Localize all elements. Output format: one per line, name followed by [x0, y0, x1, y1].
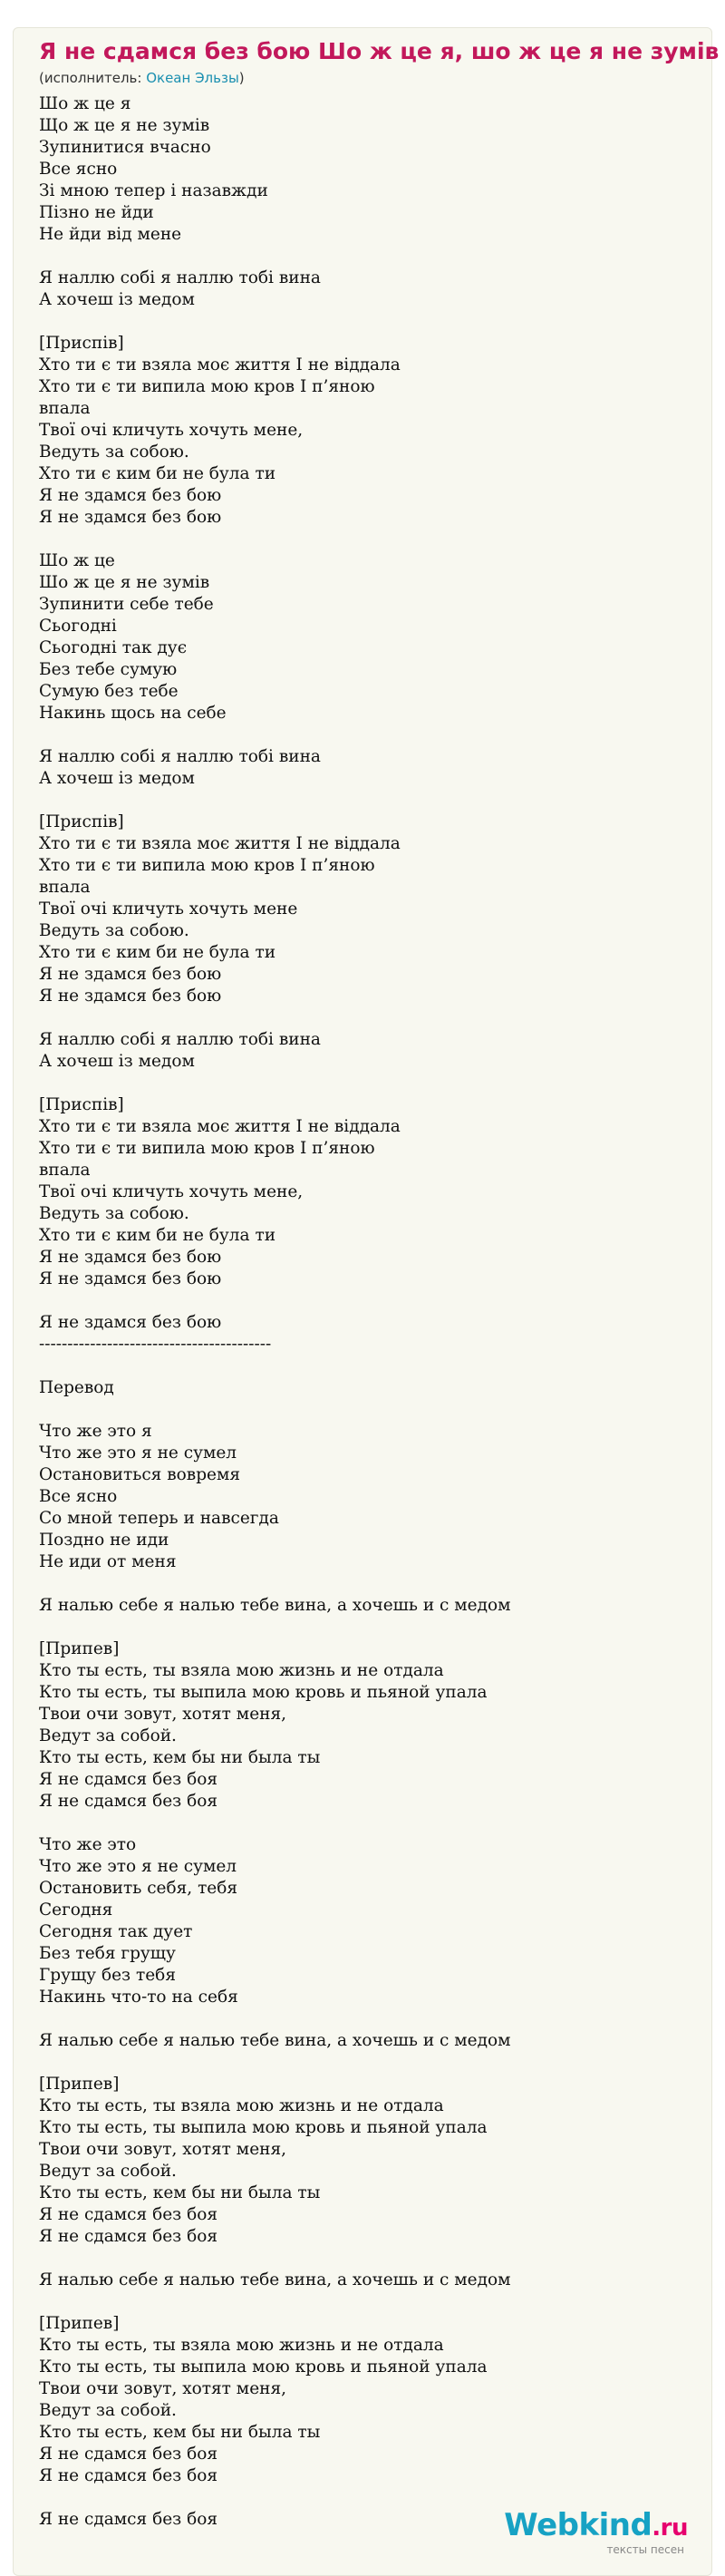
lyric-line: Зупинитися вчасно [39, 138, 211, 157]
lyric-line: Зупинити себе тебе [39, 595, 214, 614]
lyric-line: Ведут за собой. [39, 2162, 177, 2181]
lyric-line: Я не сдамся без боя [39, 2205, 218, 2224]
lyric-line [39, 311, 686, 333]
lyric-line: Сьогодні [39, 617, 117, 636]
lyric-line: Я наллю собі я наллю тобі вина [39, 747, 321, 766]
lyric-line [39, 1399, 686, 1421]
lyric-line [39, 1573, 686, 1595]
lyric-line: Остановиться вовремя [39, 1465, 241, 1484]
lyric-line: Твої очі кличуть хочуть мене, [39, 1182, 304, 1201]
lyric-line: Что же это я не сумел [39, 1444, 237, 1463]
lyric-line: [Приспів] [39, 1095, 124, 1114]
lyric-line: Поздно не иди [39, 1531, 169, 1550]
lyric-line: Я наллю собі я наллю тобі вина [39, 268, 321, 287]
lyric-line: Твої очі кличуть хочуть мене [39, 899, 298, 919]
lyric-line: Все ясно [39, 160, 118, 179]
lyric-line: Кто ты есть, ты выпила мою кровь и пьяной упала [39, 1683, 488, 1702]
webkind-logo[interactable] [504, 2509, 688, 2555]
lyric-line: Я налью себе я налью тебе вина, а хочешь и с медом [39, 2031, 511, 2050]
lyric-line: Я налью себе я налью тебе вина, а хочешь и с медом [39, 1596, 511, 1615]
lyric-line: Что же это я не сумел [39, 1857, 237, 1876]
lyric-line: А хочеш із медом [39, 769, 195, 788]
lyric-line: Кто ты есть, ты выпила мою кровь и пьяной упала [39, 2357, 488, 2377]
lyric-line: Твои очи зовут, хотят меня, [39, 2140, 287, 2159]
lyric-line: Не йди від мене [39, 225, 182, 244]
lyric-line: Кто ты есть, ты выпила мою кровь и пьяной упала [39, 2118, 488, 2137]
lyric-line: Ведут за собой. [39, 2401, 177, 2420]
lyrics-text [39, 93, 686, 2531]
lyric-line: [Припев] [39, 2075, 120, 2094]
lyric-line: Твої очі кличуть хочуть мене, [39, 421, 304, 440]
lyric-line [39, 1813, 686, 1834]
lyric-line: Хто ти є ти випила мою кров І п’яною [39, 1139, 375, 1158]
lyric-line: Я не здамся без бою [39, 987, 222, 1006]
lyric-line: [Приспів] [39, 812, 124, 831]
lyric-line: Ведуть за собою. [39, 442, 189, 462]
lyric-line [39, 724, 686, 746]
lyric-line: [Припев] [39, 2314, 120, 2333]
lyric-line: Я не сдамся без боя [39, 2466, 218, 2485]
artist-link[interactable]: Океан Эльзы [146, 70, 239, 86]
artist-line [39, 68, 686, 88]
lyric-line: Ведуть за собою. [39, 1204, 189, 1223]
artist-prefix: (исполнитель: [39, 70, 147, 86]
lyric-line [39, 2291, 686, 2313]
lyrics-card [13, 27, 720, 2576]
lyric-line: Кто ты есть, кем бы ни была ты [39, 2423, 321, 2442]
lyric-line: Я не здамся без бою [39, 965, 222, 984]
lyric-line: Кто ты есть, ты взяла мою жизнь и не отдала [39, 2096, 444, 2115]
lyric-line: Я налью себе я налью тебе вина, а хочешь и с медом [39, 2270, 511, 2289]
lyric-line: Що ж це я не зумів [39, 116, 210, 135]
lyric-line [39, 1073, 686, 1094]
lyric-line: Хто ти є ти випила мою кров І п’яною [39, 856, 375, 875]
lyric-line: Хто ти є ти взяла моє життя І не віддала [39, 834, 401, 853]
lyric-line: Я не здамся без бою [39, 1269, 222, 1288]
lyric-line: Накинь что-то на себя [39, 1988, 238, 2007]
lyric-line: Твои очи зовут, хотят меня, [39, 1705, 287, 1724]
lyric-line: Сумую без тебе [39, 682, 179, 701]
lyric-line: Я не здамся без бою [39, 1248, 222, 1267]
lyric-line: Кто ты есть, кем бы ни была ты [39, 2183, 321, 2202]
lyric-line: Шо ж це я не зумів [39, 573, 210, 592]
lyric-line: Твои очи зовут, хотят меня, [39, 2379, 287, 2398]
lyric-line: Я не здамся без бою [39, 486, 222, 505]
lyric-line: Я не сдамся без боя [39, 1770, 218, 1789]
logo-suffix-text: .ru [652, 2514, 688, 2542]
lyric-line: Не иди от меня [39, 1552, 177, 1571]
lyric-line [39, 2248, 686, 2270]
lyric-line [39, 1007, 686, 1029]
lyric-line: Ведут за собой. [39, 1726, 177, 1745]
artist-suffix: ) [238, 70, 245, 86]
lyric-line: Кто ты есть, кем бы ни была ты [39, 1748, 321, 1767]
lyric-line: А хочеш із медом [39, 1052, 195, 1071]
lyric-line: Хто ти є ти взяла моє життя І не віддала [39, 1117, 401, 1136]
lyric-line: Грущу без тебя [39, 1966, 176, 1985]
lyric-line: Я наллю собі я наллю тобі вина [39, 1030, 321, 1049]
lyric-line: Сегодня так дует [39, 1922, 193, 1941]
lyric-line: Сегодня [39, 1900, 113, 1920]
lyric-line: [Припев] [39, 1639, 120, 1658]
logo-tagline: тексты песен [606, 2543, 684, 2556]
lyric-line: Шо ж це я [39, 94, 131, 113]
logo-main-text: Webkind [504, 2507, 652, 2543]
lyric-line: Я не сдамся без боя [39, 1792, 218, 1811]
lyric-line: Ведуть за собою. [39, 921, 189, 940]
lyric-line: Хто ти є ким би не була ти [39, 464, 276, 483]
lyric-line: Что же это я [39, 1422, 152, 1441]
lyric-line: Кто ты есть, ты взяла мою жизнь и не отдала [39, 1661, 444, 1680]
lyric-line: Я не здамся без бою [39, 508, 222, 527]
lyric-line: Все ясно [39, 1487, 118, 1506]
lyric-line [39, 1617, 686, 1638]
lyric-line: впала [39, 399, 91, 418]
lyric-line: Хто ти є ти взяла моє життя І не віддала [39, 355, 401, 374]
lyric-line [39, 1356, 686, 1377]
lyric-line: Зі мною тепер і назавжди [39, 181, 268, 200]
lyric-line: Хто ти є ким би не була ти [39, 1226, 276, 1245]
lyric-line [39, 529, 686, 550]
lyric-line: Перевод [39, 1378, 114, 1397]
lyric-line: Хто ти є ти випила мою кров І п’яною [39, 377, 375, 396]
lyric-line: [Приспів] [39, 334, 124, 353]
lyric-line: Шо ж це [39, 551, 115, 570]
lyric-line: А хочеш із медом [39, 290, 195, 309]
lyric-line: Без тебе сумую [39, 660, 178, 679]
lyric-line: Накинь щось на себе [39, 704, 227, 723]
lyric-line [39, 2052, 686, 2074]
lyric-line: Я не сдамся без боя [39, 2445, 218, 2464]
lyric-line: впала [39, 1161, 91, 1180]
lyric-line: Остановить себя, тебя [39, 1879, 238, 1898]
lyric-line: Хто ти є ким би не була ти [39, 943, 276, 962]
lyric-line: Я не здамся без бою [39, 1313, 222, 1332]
logo-wordmark [504, 2509, 688, 2544]
lyric-line: Я не сдамся без боя [39, 2227, 218, 2246]
lyric-line [39, 246, 686, 267]
lyric-line: Пізно не йди [39, 203, 154, 222]
lyric-line: ----------------------------------------- [39, 1335, 272, 1354]
lyric-line: Со мной теперь и навсегда [39, 1509, 279, 1528]
lyric-line: Сьогодні так дує [39, 638, 188, 657]
lyric-line [39, 790, 686, 812]
lyric-line: Кто ты есть, ты взяла мою жизнь и не отдала [39, 2336, 444, 2355]
song-title: Я не сдамся без бою Шо ж це я, шо ж це я не зумів [39, 38, 720, 64]
lyric-line: Что же это [39, 1835, 137, 1854]
lyric-line [39, 1290, 686, 1312]
lyric-line: впала [39, 878, 91, 897]
lyric-line: Без тебя грущу [39, 1944, 176, 1963]
lyric-line: Я не сдамся без боя [39, 2510, 218, 2529]
lyric-line [39, 2008, 686, 2030]
lyric-line [39, 2487, 686, 2509]
